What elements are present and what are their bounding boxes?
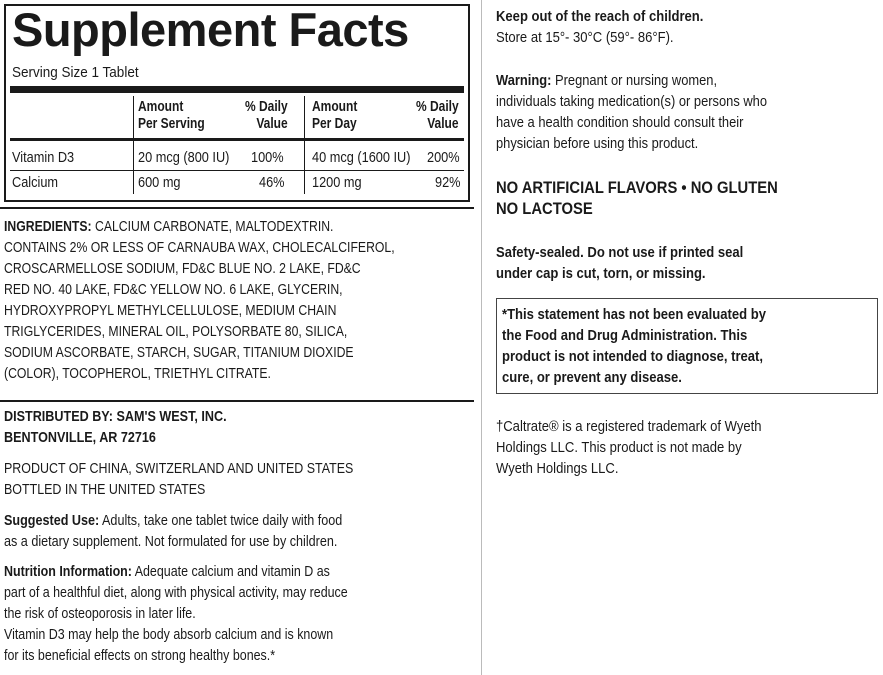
section-divider xyxy=(0,400,474,402)
nutrient-name: Calcium xyxy=(12,174,59,191)
storage-text: Store at 15°- 30°C (59°- 86°F). xyxy=(496,29,674,46)
fda-statement-box xyxy=(496,298,878,394)
supplement-facts-panel xyxy=(4,4,470,202)
header-amount-per-day: Amount Per Day xyxy=(312,98,358,132)
nutrient-name: Vitamin D3 xyxy=(12,149,75,166)
column-divider xyxy=(133,96,134,194)
daily-value-day: 200% xyxy=(427,149,460,166)
suggested-use-block: Suggested Use: Adults, take one tablet twice daily with food as a dietary supplement. Not formulated for use by children. xyxy=(4,512,343,550)
ingredients-label: INGREDIENTS: xyxy=(4,218,92,235)
section-divider xyxy=(0,207,474,209)
daily-value-serving: 100% xyxy=(251,149,284,166)
thick-rule xyxy=(10,86,464,93)
column-divider xyxy=(304,96,305,194)
warning-block: Warning: Pregnant or nursing women, individuals taking medication(s) or persons who have a health condition should consult their physician before using this product. xyxy=(496,72,768,152)
per-serving-amount: 20 mcg (800 IU) xyxy=(138,149,230,166)
ingredients-block: INGREDIENTS: CALCIUM CARBONATE, MALTODEXTRIN. CONTAINS 2% OR LESS OF CARNAUBA WAX, CHOLECALCIFEROL, CROSCARMELLOSE SODIUM, FD&C BLUE NO. 2 LAKE, FD&C RED NO. 40 LAKE, FD&C YELLOW NO. 6 LAKE, GLYCERIN, HYDROXYPROPYL METHYLCELLULOSE, MEDIUM CHAIN TRIGLYCERIDES, MINERAL OIL, POLYSORBATE 80, SILICA, SODIUM ASCORBATE, STARCH, SUGAR, TITANIUM DIOXIDE (COLOR), TOCOPHEROL, TRIETHYL CITRATE. xyxy=(4,218,395,382)
suggested-use-label: Suggested Use: xyxy=(4,512,100,529)
keep-out-text: Keep out of the reach of children. xyxy=(496,8,704,25)
supplement-facts-title: Supplement Facts xyxy=(12,3,409,56)
row-rule xyxy=(10,170,464,171)
serving-size: Serving Size 1 Tablet xyxy=(12,64,139,81)
nutrition-info-block: Nutrition Information: Adequate calcium and vitamin D as part of a healthful diet, along with physical activity, may reduce the risk of osteoporosis in later life. Vitamin D3 may help the body absorb calcium and is known for its beneficial effects on strong healthy bones.* xyxy=(4,563,348,664)
daily-value-serving: 46% xyxy=(259,174,285,191)
per-serving-amount: 600 mg xyxy=(138,174,181,191)
fda-statement: *This statement has not been evaluated by the Food and Drug Administration. This product is not intended to diagnose, treat, cure, or prevent any disease. xyxy=(502,306,766,386)
header-daily-value-serving: % Daily Value xyxy=(245,98,288,132)
daily-value-day: 92% xyxy=(435,174,461,191)
header-daily-value-day: % Daily Value xyxy=(416,98,459,132)
column-separator xyxy=(481,0,482,675)
distributor-block: DISTRIBUTED BY: SAM'S WEST, INC. BENTONVILLE, AR 72716 xyxy=(4,408,227,446)
per-day-amount: 1200 mg xyxy=(312,174,362,191)
warning-label: Warning: xyxy=(496,72,552,89)
origin-block: PRODUCT OF CHINA, SWITZERLAND AND UNITED STATES BOTTLED IN THE UNITED STATES xyxy=(4,460,354,498)
medium-rule xyxy=(10,138,464,141)
safety-block: Safety-sealed. Do not use if printed seal under cap is cut, torn, or missing. xyxy=(496,244,744,282)
trademark-block: †Caltrate® is a registered trademark of Wyeth Holdings LLC. This product is not made by Wyeth Holdings LLC. xyxy=(496,418,762,477)
header-amount-per-serving: Amount Per Serving xyxy=(138,98,205,132)
per-day-amount: 40 mcg (1600 IU) xyxy=(312,149,411,166)
nutrition-info-label: Nutrition Information: xyxy=(4,563,132,580)
claims-block: NO ARTIFICIAL FLAVORS • NO GLUTEN NO LACTOSE xyxy=(496,178,778,218)
